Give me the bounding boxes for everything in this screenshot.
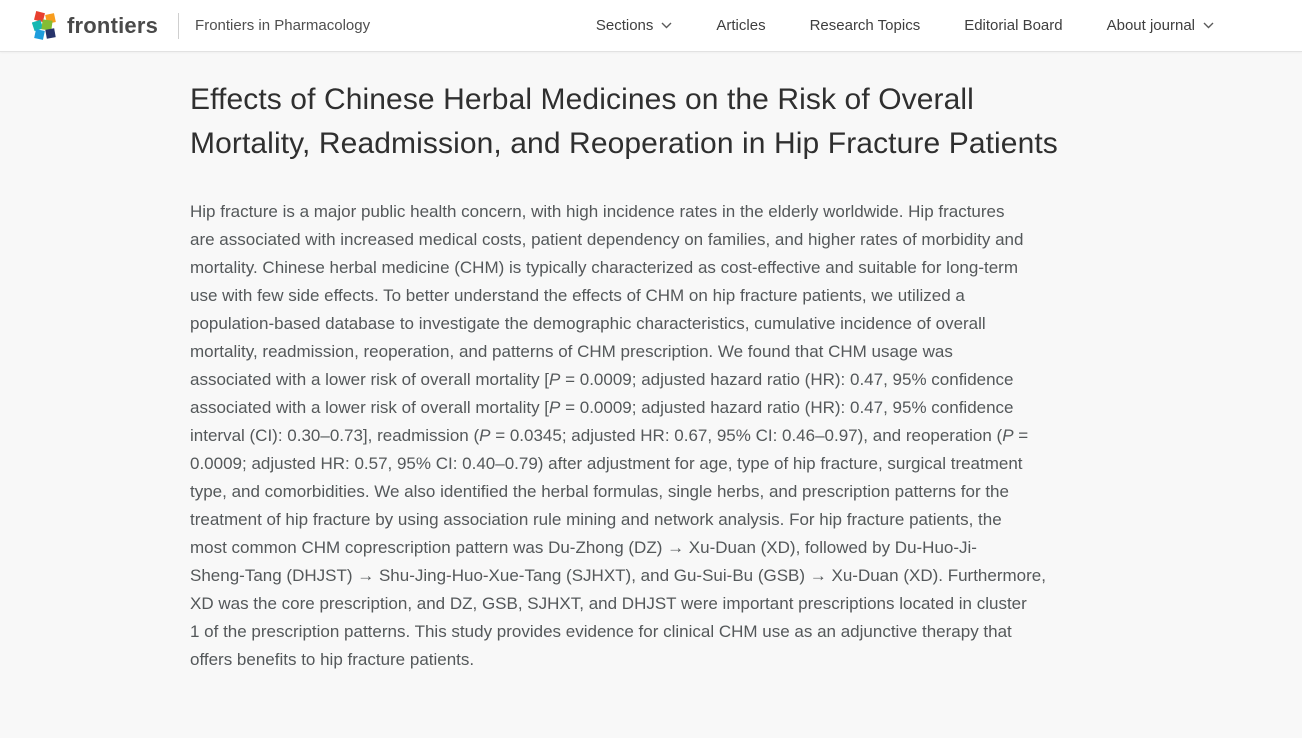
- abstract-line: Hip fracture is a major public health concern, with high incidence rates in the elderly worldwide. Hip fractures: [190, 202, 1005, 221]
- abstract-line: type, and comorbidities. We also identified the herbal formulas, single herbs, and prescription patterns for the: [190, 482, 1009, 501]
- nav-item-label: Articles: [716, 17, 766, 34]
- article-title: Effects of Chinese Herbal Medicines on the Risk of Overall Mortality, Readmission, and Reoperation in Hip Fracture Patients: [190, 83, 1058, 160]
- nav-item-label: Sections: [595, 17, 654, 34]
- nav-item-articles[interactable]: [716, 17, 765, 34]
- chevron-down-icon: [661, 22, 672, 29]
- abstract-line: 0.0009; adjusted HR: 0.57, 95% CI: 0.40–0.79) after adjustment for age, type of hip fracture, surgical treatment: [190, 454, 1023, 473]
- abstract-line: mortality. Chinese herbal medicine (CHM) is typically characterized as cost-effective and suitable for long-term: [190, 258, 1018, 277]
- article-abstract: [190, 198, 1120, 674]
- nav-item-label: About journal: [1106, 17, 1195, 34]
- nav-item-research-topics[interactable]: [810, 17, 921, 34]
- abstract-line: offers benefits to hip fracture patients.: [190, 650, 475, 669]
- nav-item-label: Research Topics: [809, 17, 921, 34]
- abstract-line: use with few side effects. To better understand the effects of CHM on hip fracture patients, we utilized a: [190, 286, 965, 305]
- abstract-line: XD was the core prescription, and DZ, GSB, SJHXT, and DHJST were important prescriptions located in cluster: [190, 594, 1027, 613]
- abstract-line: 1 of the prescription patterns. This study provides evidence for clinical CHM use as an adjunctive therapy that: [190, 622, 1012, 641]
- article-page: [0, 52, 1302, 674]
- abstract-line: are associated with increased medical costs, patient dependency on families, and higher rates of morbidity and: [190, 230, 1024, 249]
- header-divider: [178, 13, 179, 39]
- frontiers-wordmark: frontiers: [67, 12, 159, 38]
- journal-name[interactable]: Frontiers in Pharmacology: [195, 17, 371, 34]
- abstract-line: mortality, readmission, reoperation, and patterns of CHM prescription. We found that CHM usage was: [190, 342, 953, 361]
- main-nav: [596, 17, 1214, 34]
- top-navigation-bar: [0, 0, 1302, 52]
- nav-item-label: Editorial Board: [964, 17, 1063, 34]
- nav-item-about-journal[interactable]: [1107, 17, 1214, 34]
- frontiers-logo-icon: [32, 11, 59, 41]
- abstract-line: Sheng-Tang (DHJST) → Shu-Jing-Huo-Xue-Tang (SJHXT), and Gu-Sui-Bu (GSB) → Xu-Duan (XD). Furthermore,: [190, 566, 1046, 585]
- nav-item-editorial-board[interactable]: [964, 17, 1062, 34]
- abstract-line: most common CHM coprescription pattern was Du-Zhong (DZ) → Xu-Duan (XD), followed by Du-Huo-Ji-: [190, 538, 977, 557]
- chevron-down-icon: [1203, 22, 1214, 29]
- abstract-line: interval (CI): 0.30–0.73], readmission (P = 0.0345; adjusted HR: 0.67, 95% CI: 0.46–0.97), and reoperation (P =: [190, 426, 1029, 445]
- frontiers-home-link[interactable]: [32, 11, 158, 41]
- abstract-line: population-based database to investigate the demographic characteristics, cumulative incidence of overall: [190, 314, 986, 333]
- abstract-line: associated with a lower risk of overall mortality [P = 0.0009; adjusted hazard ratio (HR): 0.47, 95% confidence: [190, 370, 1014, 389]
- abstract-line: associated with a lower risk of overall mortality [P = 0.0009; adjusted hazard ratio (HR): 0.47, 95% confidence: [190, 398, 1014, 417]
- nav-item-sections[interactable]: [596, 17, 673, 34]
- abstract-line: treatment of hip fracture by using association rule mining and network analysis. For hip fracture patients, the: [190, 510, 1002, 529]
